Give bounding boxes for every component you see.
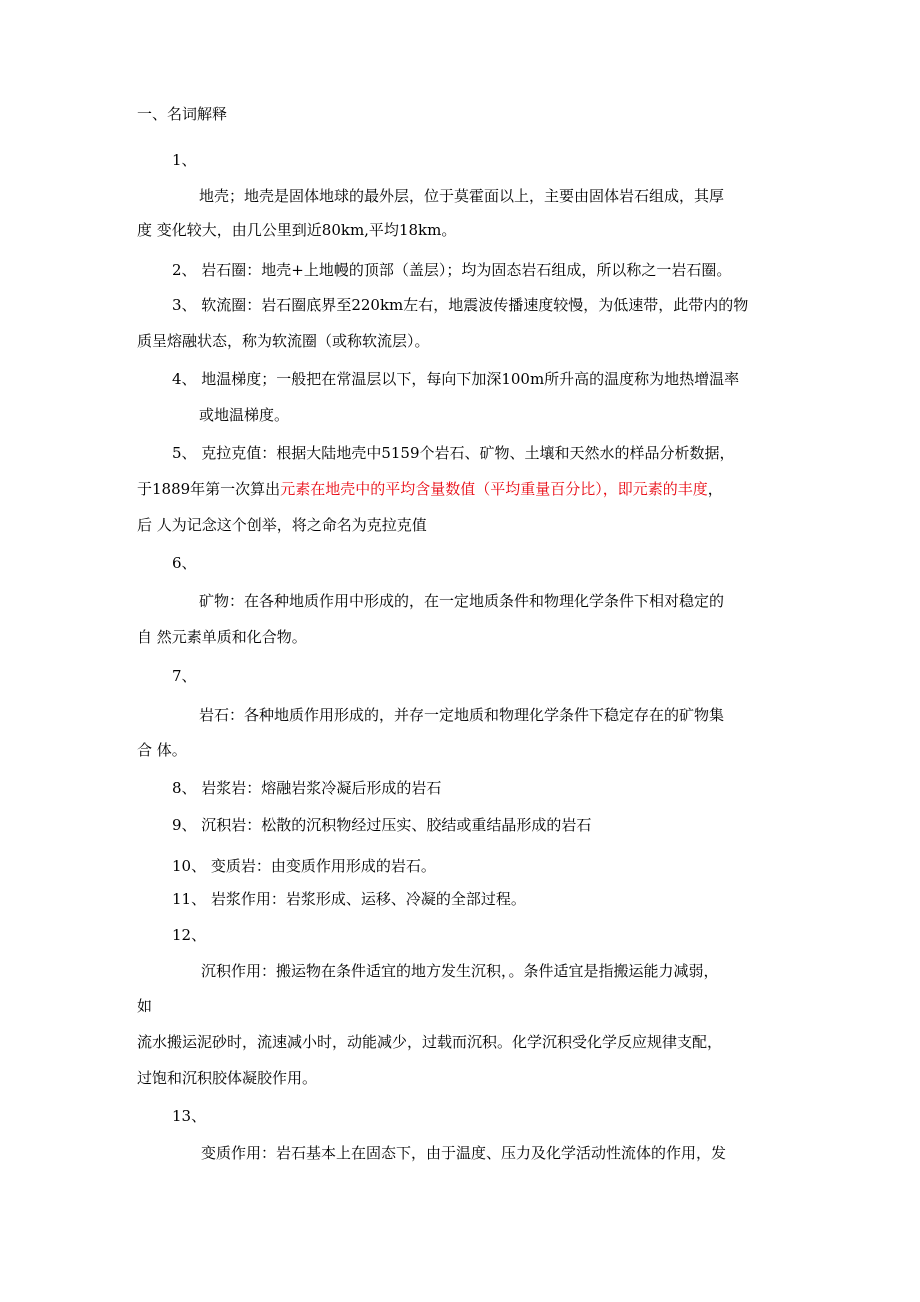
item-8-line-1: 8、 岩浆岩：熔融岩浆冷凝后形成的岩石 (172, 779, 442, 797)
item-13-line-1: 变质作用：岩石基本上在固态下，由于温度、压力及化学活动性流体的作用，发 (201, 1144, 727, 1162)
item-2-line-1: 2、 岩石圈：地壳+上地幔的顶部（盖层）；均为固态岩石组成，所以称之一岩石圈。 (172, 261, 732, 279)
item-5-prefix: 于1889年第一次算出 (137, 480, 281, 498)
item-12-line-1: 沉积作用：搬运物在条件适宜的地方发生沉积，。条件适宜是指搬运能力减弱， (201, 962, 719, 980)
item-5-line-1: 5、 克拉克值：根据大陆地壳中5159个岩石、矿物、土壤和天然水的样品分析数据， (172, 444, 735, 462)
item-7-line-1: 岩石：各种地质作用形成的，并存一定地质和物理化学条件下稳定存在的矿物集 (199, 706, 725, 724)
item-10-line-1: 10、 变质岩：由变质作用形成的岩石。 (172, 857, 436, 875)
item-5-line-3: 后 人为记念这个创举，将之命名为克拉克值 (137, 516, 427, 534)
item-9-line-1: 9、 沉积岩：松散的沉积物经过压实、胶结或重结晶形成的岩石 (172, 816, 592, 834)
item-6-line-1: 矿物：在各种地质作用中形成的，在一定地质条件和物理化学条件下相对稳定的 (199, 592, 725, 610)
item-12-line-3: 流水搬运泥砂时，流速减小时，动能减少，过载而沉积。化学沉积受化学反应规律支配， (137, 1033, 723, 1051)
item-12-line-2: 如 (137, 997, 153, 1015)
item-1-line-1: 地壳；地壳是固体地球的最外层，位于莫霍面以上，主要由固体岩石组成，其厚 (199, 187, 725, 205)
item-6-line-2: 自 然元素单质和化合物。 (137, 628, 307, 646)
item-4-line-2: 或地温梯度。 (199, 406, 290, 424)
item-7-line-2: 合 体。 (137, 741, 187, 759)
item-6-number: 6、 (172, 554, 197, 572)
item-7-number: 7、 (172, 667, 197, 685)
item-12-number: 12、 (172, 926, 207, 944)
item-13-number: 13、 (172, 1107, 207, 1125)
section-heading: 一、名词解释 (137, 105, 228, 123)
item-4-line-1: 4、 地温梯度；一般把在常温层以下，每向下加深100m所升高的温度称为地热增温率 (172, 370, 740, 388)
item-11-line-1: 11、 岩浆作用：岩浆形成、运移、冷凝的全部过程。 (172, 890, 526, 908)
item-5-suffix: ， (707, 480, 723, 498)
item-1-line-2: 度 变化较大，由几公里到近80km,平均18km。 (137, 221, 457, 239)
item-5-line-2 (137, 479, 723, 499)
item-3-line-1: 3、 软流圈：岩石圈底界至220km左右，地震波传播速度较慢，为低速带，此带内的物 (172, 296, 749, 314)
item-12-line-4: 过饱和沉积胶体凝胶作用。 (137, 1069, 318, 1087)
item-3-line-2: 质呈熔融状态，称为软流圈（或称软流层）。 (137, 332, 430, 350)
item-5-highlight: 元素在地壳中的平均含量数值（平均重量百分比），即元素的丰度 (280, 480, 708, 498)
item-1-number: 1、 (172, 151, 197, 169)
